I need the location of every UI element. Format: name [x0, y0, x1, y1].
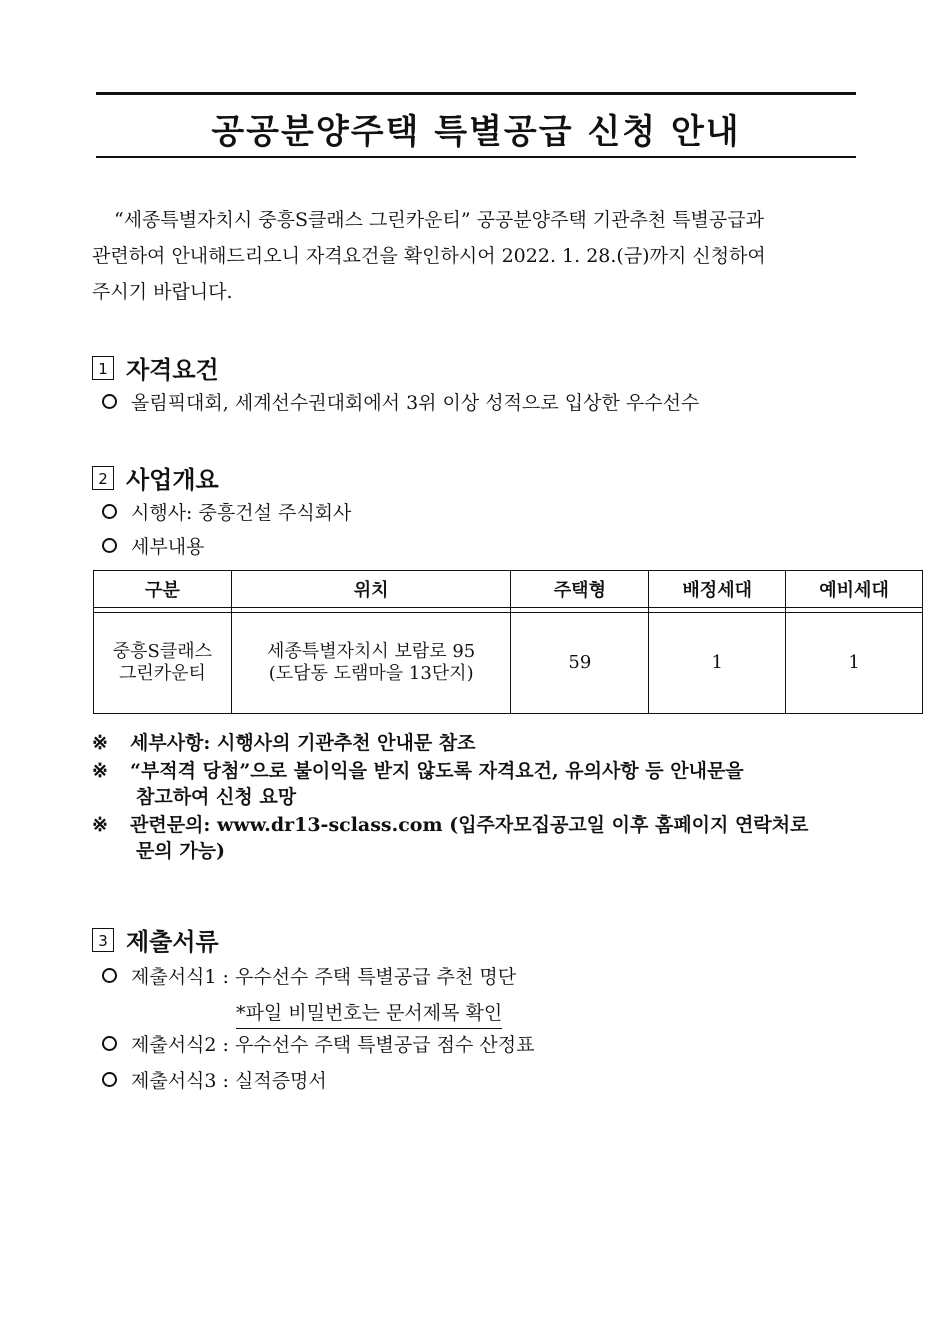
circle-bullet-icon: [102, 504, 117, 519]
bullet-text: 세부내용: [131, 536, 205, 558]
header-category: 구분: [94, 571, 232, 608]
bullet-text: 제출서식1 : 우수선수 주택 특별공급 추천 명단: [131, 966, 517, 988]
cell-assigned-units: 1: [649, 613, 786, 714]
cell-reserve-units: 1: [786, 613, 923, 714]
project-details-table: [93, 570, 923, 714]
note-3-text: [130, 812, 862, 864]
note-1-text: 세부사항: 시행사의 기관추천 안내문 참조: [130, 732, 476, 754]
intro-line-3: 주시기 바랍니다.: [92, 281, 233, 303]
section-1-bullet-1: [102, 388, 699, 415]
section-1-heading: [92, 350, 219, 385]
section-2-number: 2: [92, 466, 114, 490]
section-2-heading: [92, 460, 219, 495]
header-assigned-units: 배정세대: [649, 571, 786, 608]
section-3-bullet-3: [102, 1066, 327, 1093]
document-title: 공공분양주택 특별공급 신청 안내: [211, 112, 741, 152]
reference-mark-icon: ※: [92, 732, 108, 754]
cell-category: [94, 613, 232, 714]
bullet-text: 제출서식3 : 실적증명서: [131, 1070, 327, 1092]
note-2: [92, 758, 862, 810]
section-2-title: 사업개요: [126, 466, 219, 494]
section-2-bullet-1: [102, 498, 351, 525]
reference-mark-icon: ※: [92, 760, 108, 782]
cell-location: [231, 613, 511, 714]
note-1: [92, 730, 862, 756]
note-2-text: [130, 758, 862, 810]
intro-line-2: 관련하여 안내해드리오니 자격요건을 확인하시어 2022. 1. 28.(금)까지 신청하여: [92, 245, 766, 267]
note-3-line-2: 문의 가능): [136, 840, 226, 862]
section-2-bullet-2: [102, 532, 204, 559]
section-1-title: 자격요건: [126, 356, 219, 384]
title-bottom-rule: [96, 156, 856, 158]
bullet-text: 올림픽대회, 세계선수권대회에서 3위 이상 성적으로 입상한 우수선수: [131, 392, 700, 414]
section-3-heading: [92, 922, 219, 957]
circle-bullet-icon: [102, 538, 117, 553]
section-3-bullet-1: [102, 962, 516, 989]
section-3-number: 3: [92, 928, 114, 952]
section-1-number: 1: [92, 356, 114, 380]
intro-line-1: “세종특별자치시 중흥S클래스 그린카운티” 공공분양주택 기관추천 특별공급과: [114, 209, 764, 231]
note-2-line-2: 참고하여 신청 요망: [136, 786, 297, 808]
circle-bullet-icon: [102, 1036, 117, 1051]
circle-bullet-icon: [102, 1072, 117, 1087]
reference-mark-icon: ※: [92, 814, 108, 836]
header-housing-type: 주택형: [511, 571, 649, 608]
section-3-bullet-2: [102, 1030, 534, 1057]
circle-bullet-icon: [102, 394, 117, 409]
section-3-title: 제출서류: [126, 928, 219, 956]
cell-category-line-1: 중흥S클래스: [112, 641, 213, 662]
cell-location-line-1: 세종특별자치시 보람로 95: [267, 641, 476, 662]
note-3-line-1: 관련문의: www.dr13-sclass.com (입주자모집공고일 이후 홈페이지 연락처로: [130, 814, 809, 836]
table-header-row: [94, 571, 923, 608]
password-note: *파일 비밀번호는 문서제목 확인: [236, 998, 502, 1029]
cell-location-line-2: (도담동 도램마을 13단지): [268, 663, 474, 684]
cell-housing-type: 59: [511, 613, 649, 714]
header-reserve-units: 예비세대: [786, 571, 923, 608]
note-2-line-1: “부적격 당첨”으로 불이익을 받지 않도록 자격요건, 유의사항 등 안내문을: [130, 760, 744, 782]
bullet-text: 제출서식2 : 우수선수 주택 특별공급 점수 산정표: [131, 1034, 535, 1056]
circle-bullet-icon: [102, 968, 117, 983]
table-row: [94, 613, 923, 714]
intro-paragraph: [92, 202, 860, 310]
note-3: [92, 812, 862, 864]
bullet-text: 시행사: 중흥건설 주식회사: [131, 502, 352, 524]
title-top-rule: [96, 92, 856, 95]
cell-category-line-2: 그린카운티: [118, 663, 206, 684]
header-location: 위치: [231, 571, 511, 608]
